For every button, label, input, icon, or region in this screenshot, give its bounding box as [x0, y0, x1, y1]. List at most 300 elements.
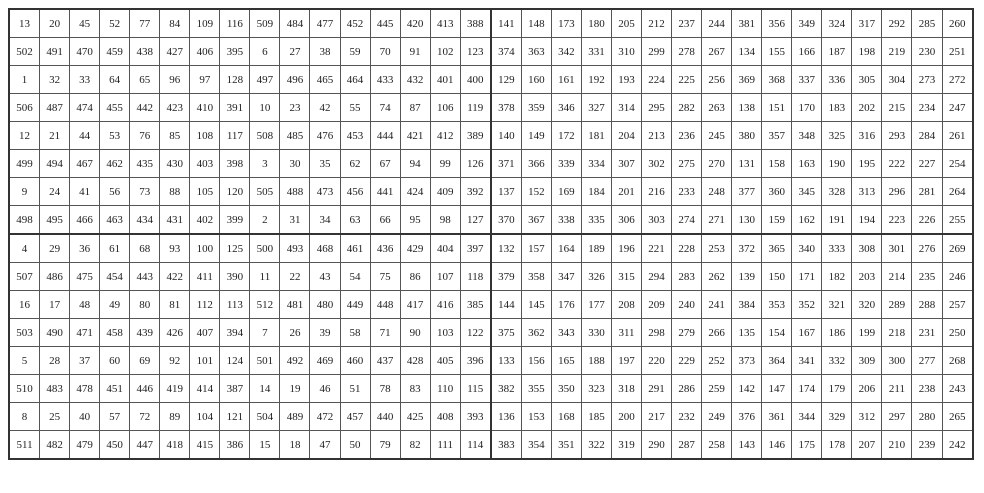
grid-cell: 44 — [70, 122, 100, 150]
grid-cell: 317 — [852, 9, 882, 38]
grid-cell: 410 — [190, 94, 220, 122]
grid-cell: 298 — [642, 319, 672, 347]
grid-cell: 233 — [672, 178, 702, 206]
grid-cell: 177 — [581, 291, 611, 319]
grid-cell: 217 — [642, 403, 672, 431]
grid-cell: 123 — [460, 38, 491, 66]
grid-cell: 71 — [370, 319, 400, 347]
grid-cell: 226 — [912, 206, 942, 235]
grid-cell: 155 — [762, 38, 792, 66]
grid-cell: 235 — [912, 263, 942, 291]
grid-cell: 87 — [400, 94, 430, 122]
grid-cell: 326 — [581, 263, 611, 291]
grid-cell: 17 — [40, 291, 70, 319]
grid-cell: 316 — [852, 122, 882, 150]
grid-cell: 102 — [430, 38, 460, 66]
grid-cell: 379 — [491, 263, 522, 291]
grid-cell: 68 — [130, 234, 160, 263]
grid-cell: 15 — [250, 431, 280, 460]
grid-cell: 237 — [672, 9, 702, 38]
grid-cell: 183 — [822, 94, 852, 122]
grid-cell: 360 — [762, 178, 792, 206]
grid-cell: 347 — [551, 263, 581, 291]
grid-cell: 486 — [40, 263, 70, 291]
grid-cell: 263 — [702, 94, 732, 122]
grid-cell: 24 — [40, 178, 70, 206]
grid-cell: 352 — [792, 291, 822, 319]
grid-cell: 338 — [551, 206, 581, 235]
grid-cell: 351 — [551, 431, 581, 460]
grid-cell: 483 — [40, 375, 70, 403]
grid-cell: 111 — [430, 431, 460, 460]
grid-cell: 456 — [340, 178, 370, 206]
grid-cell: 4 — [9, 234, 40, 263]
grid-cell: 193 — [611, 66, 641, 94]
grid-cell: 378 — [491, 94, 522, 122]
grid-cell: 304 — [882, 66, 912, 94]
grid-cell: 29 — [40, 234, 70, 263]
grid-cell: 395 — [220, 38, 250, 66]
grid-cell: 197 — [611, 347, 641, 375]
grid-cell: 81 — [160, 291, 190, 319]
grid-cell: 69 — [130, 347, 160, 375]
grid-cell: 121 — [220, 403, 250, 431]
grid-cell: 118 — [460, 263, 491, 291]
grid-cell: 403 — [190, 150, 220, 178]
grid-cell: 170 — [792, 94, 822, 122]
grid-cell: 108 — [190, 122, 220, 150]
grid-cell: 406 — [190, 38, 220, 66]
grid-cell: 365 — [762, 234, 792, 263]
grid-cell: 227 — [912, 150, 942, 178]
grid-cell: 489 — [280, 403, 310, 431]
grid-cell: 181 — [581, 122, 611, 150]
grid-cell: 377 — [732, 178, 762, 206]
grid-cell: 148 — [521, 9, 551, 38]
grid-cell: 348 — [792, 122, 822, 150]
grid-cell: 420 — [400, 9, 430, 38]
grid-cell: 125 — [220, 234, 250, 263]
grid-cell: 457 — [340, 403, 370, 431]
grid-cell: 266 — [702, 319, 732, 347]
grid-cell: 285 — [912, 9, 942, 38]
grid-cell: 409 — [430, 178, 460, 206]
grid-cell: 315 — [611, 263, 641, 291]
grid-cell: 430 — [160, 150, 190, 178]
grid-cell: 228 — [672, 234, 702, 263]
grid-cell: 301 — [882, 234, 912, 263]
grid-cell: 460 — [340, 347, 370, 375]
grid-cell: 442 — [130, 94, 160, 122]
grid-cell: 407 — [190, 319, 220, 347]
grid-cell: 47 — [310, 431, 340, 460]
grid-cell: 220 — [642, 347, 672, 375]
grid-cell: 336 — [822, 66, 852, 94]
grid-cell: 195 — [852, 150, 882, 178]
grid-cell: 281 — [912, 178, 942, 206]
grid-cell: 472 — [310, 403, 340, 431]
grid-cell: 401 — [430, 66, 460, 94]
grid-cell: 464 — [340, 66, 370, 94]
grid-cell: 164 — [551, 234, 581, 263]
grid-cell: 330 — [581, 319, 611, 347]
grid-cell: 446 — [130, 375, 160, 403]
grid-cell: 88 — [160, 178, 190, 206]
grid-cell: 107 — [430, 263, 460, 291]
grid-row — [9, 206, 973, 235]
grid-cell: 505 — [250, 178, 280, 206]
grid-cell: 204 — [611, 122, 641, 150]
grid-cell: 380 — [732, 122, 762, 150]
grid-cell: 173 — [551, 9, 581, 38]
grid-cell: 201 — [611, 178, 641, 206]
grid-row — [9, 38, 973, 66]
grid-cell: 42 — [310, 94, 340, 122]
grid-cell: 478 — [70, 375, 100, 403]
grid-cell: 385 — [460, 291, 491, 319]
grid-cell: 213 — [642, 122, 672, 150]
grid-cell: 130 — [732, 206, 762, 235]
grid-cell: 90 — [400, 319, 430, 347]
grid-cell: 481 — [280, 291, 310, 319]
grid-cell: 174 — [792, 375, 822, 403]
grid-cell: 310 — [611, 38, 641, 66]
grid-cell: 149 — [521, 122, 551, 150]
grid-cell: 345 — [792, 178, 822, 206]
grid-cell: 450 — [100, 431, 130, 460]
grid-cell: 412 — [430, 122, 460, 150]
grid-cell: 126 — [460, 150, 491, 178]
grid-cell: 189 — [581, 234, 611, 263]
grid-cell: 329 — [822, 403, 852, 431]
grid-cell: 144 — [491, 291, 522, 319]
grid-cell: 419 — [160, 375, 190, 403]
grid-cell: 288 — [912, 291, 942, 319]
grid-cell: 232 — [672, 403, 702, 431]
grid-cell: 421 — [400, 122, 430, 150]
grid-cell: 374 — [491, 38, 522, 66]
grid-cell: 219 — [882, 38, 912, 66]
grid-cell: 77 — [130, 9, 160, 38]
grid-cell: 61 — [100, 234, 130, 263]
grid-cell: 368 — [762, 66, 792, 94]
grid-cell: 259 — [702, 375, 732, 403]
grid-cell: 20 — [40, 9, 70, 38]
grid-cell: 312 — [852, 403, 882, 431]
grid-cell: 104 — [190, 403, 220, 431]
grid-cell: 294 — [642, 263, 672, 291]
grid-cell: 258 — [702, 431, 732, 460]
grid-cell: 488 — [280, 178, 310, 206]
grid-cell: 188 — [581, 347, 611, 375]
grid-cell: 19 — [280, 375, 310, 403]
grid-cell: 372 — [732, 234, 762, 263]
grid-cell: 463 — [100, 206, 130, 235]
grid-cell: 435 — [130, 150, 160, 178]
grid-cell: 491 — [40, 38, 70, 66]
grid-cell: 18 — [280, 431, 310, 460]
grid-cell: 185 — [581, 403, 611, 431]
grid-cell: 440 — [370, 403, 400, 431]
grid-cell: 1 — [9, 66, 40, 94]
grid-cell: 451 — [100, 375, 130, 403]
grid-cell: 75 — [370, 263, 400, 291]
grid-cell: 387 — [220, 375, 250, 403]
grid-cell: 389 — [460, 122, 491, 150]
grid-cell: 498 — [9, 206, 40, 235]
grid-cell: 357 — [762, 122, 792, 150]
grid-cell: 346 — [551, 94, 581, 122]
grid-cell: 511 — [9, 431, 40, 460]
grid-cell: 14 — [250, 375, 280, 403]
grid-cell: 417 — [400, 291, 430, 319]
grid-cell: 328 — [822, 178, 852, 206]
grid-cell: 287 — [672, 431, 702, 460]
grid-cell: 428 — [400, 347, 430, 375]
grid-cell: 238 — [912, 375, 942, 403]
grid-cell: 496 — [280, 66, 310, 94]
grid-cell: 168 — [551, 403, 581, 431]
grid-cell: 458 — [100, 319, 130, 347]
grid-cell: 462 — [100, 150, 130, 178]
grid-cell: 454 — [100, 263, 130, 291]
grid-cell: 89 — [160, 403, 190, 431]
grid-cell: 494 — [40, 150, 70, 178]
grid-cell: 172 — [551, 122, 581, 150]
grid-cell: 59 — [340, 38, 370, 66]
grid-row — [9, 431, 973, 460]
grid-cell: 296 — [882, 178, 912, 206]
grid-cell: 171 — [792, 263, 822, 291]
grid-cell: 425 — [400, 403, 430, 431]
grid-cell: 398 — [220, 150, 250, 178]
grid-cell: 512 — [250, 291, 280, 319]
grid-cell: 58 — [340, 319, 370, 347]
grid-cell: 166 — [792, 38, 822, 66]
grid-cell: 452 — [340, 9, 370, 38]
grid-cell: 485 — [280, 122, 310, 150]
grid-cell: 482 — [40, 431, 70, 460]
grid-cell: 502 — [9, 38, 40, 66]
grid-cell: 433 — [370, 66, 400, 94]
grid-cell: 142 — [732, 375, 762, 403]
grid-cell: 313 — [852, 178, 882, 206]
grid-cell: 52 — [100, 9, 130, 38]
grid-cell: 465 — [310, 66, 340, 94]
grid-cell: 165 — [551, 347, 581, 375]
grid-cell: 11 — [250, 263, 280, 291]
grid-cell: 211 — [882, 375, 912, 403]
grid-cell: 229 — [672, 347, 702, 375]
grid-cell: 150 — [762, 263, 792, 291]
grid-cell: 127 — [460, 206, 491, 235]
grid-cell: 320 — [852, 291, 882, 319]
grid-cell: 413 — [430, 9, 460, 38]
grid-cell: 339 — [551, 150, 581, 178]
grid-cell: 94 — [400, 150, 430, 178]
grid-cell: 9 — [9, 178, 40, 206]
grid-cell: 79 — [370, 431, 400, 460]
grid-cell: 132 — [491, 234, 522, 263]
grid-cell: 280 — [912, 403, 942, 431]
grid-cell: 138 — [732, 94, 762, 122]
grid-cell: 272 — [942, 66, 973, 94]
grid-cell: 332 — [822, 347, 852, 375]
grid-cell: 96 — [160, 66, 190, 94]
grid-cell: 206 — [852, 375, 882, 403]
grid-cell: 299 — [642, 38, 672, 66]
grid-cell: 140 — [491, 122, 522, 150]
grid-cell: 254 — [942, 150, 973, 178]
grid-row — [9, 66, 973, 94]
grid-cell: 264 — [942, 178, 973, 206]
grid-cell: 198 — [852, 38, 882, 66]
grid-cell: 340 — [792, 234, 822, 263]
grid-cell: 476 — [310, 122, 340, 150]
grid-cell: 270 — [702, 150, 732, 178]
grid-cell: 179 — [822, 375, 852, 403]
grid-cell: 222 — [882, 150, 912, 178]
grid-cell: 112 — [190, 291, 220, 319]
grid-cell: 200 — [611, 403, 641, 431]
grid-cell: 265 — [942, 403, 973, 431]
grid-cell: 57 — [100, 403, 130, 431]
grid-cell: 180 — [581, 9, 611, 38]
grid-row — [9, 94, 973, 122]
grid-row — [9, 319, 973, 347]
grid-cell: 205 — [611, 9, 641, 38]
grid-cell: 86 — [400, 263, 430, 291]
grid-cell: 278 — [672, 38, 702, 66]
grid-cell: 208 — [611, 291, 641, 319]
grid-cell: 215 — [882, 94, 912, 122]
grid-cell: 353 — [762, 291, 792, 319]
grid-cell: 158 — [762, 150, 792, 178]
grid-cell: 495 — [40, 206, 70, 235]
grid-cell: 63 — [340, 206, 370, 235]
grid-cell: 432 — [400, 66, 430, 94]
grid-cell: 400 — [460, 66, 491, 94]
grid-cell: 99 — [430, 150, 460, 178]
grid-cell: 423 — [160, 94, 190, 122]
grid-cell: 293 — [882, 122, 912, 150]
grid-cell: 308 — [852, 234, 882, 263]
grid-cell: 408 — [430, 403, 460, 431]
grid-cell: 49 — [100, 291, 130, 319]
grid-cell: 277 — [912, 347, 942, 375]
grid-cell: 461 — [340, 234, 370, 263]
grid-cell: 119 — [460, 94, 491, 122]
grid-cell: 106 — [430, 94, 460, 122]
grid-cell: 117 — [220, 122, 250, 150]
grid-cell: 484 — [280, 9, 310, 38]
grid-cell: 303 — [642, 206, 672, 235]
grid-cell: 160 — [521, 66, 551, 94]
grid-cell: 479 — [70, 431, 100, 460]
grid-cell: 214 — [882, 263, 912, 291]
grid-cell: 279 — [672, 319, 702, 347]
grid-cell: 381 — [732, 9, 762, 38]
grid-cell: 40 — [70, 403, 100, 431]
grid-cell: 290 — [642, 431, 672, 460]
grid-cell: 146 — [762, 431, 792, 460]
grid-cell: 404 — [430, 234, 460, 263]
grid-cell: 399 — [220, 206, 250, 235]
grid-cell: 244 — [702, 9, 732, 38]
grid-cell: 95 — [400, 206, 430, 235]
grid-cell: 128 — [220, 66, 250, 94]
grid-cell: 256 — [702, 66, 732, 94]
grid-cell: 427 — [160, 38, 190, 66]
grid-cell: 203 — [852, 263, 882, 291]
grid-cell: 199 — [852, 319, 882, 347]
grid-cell: 43 — [310, 263, 340, 291]
grid-cell: 411 — [190, 263, 220, 291]
grid-cell: 468 — [310, 234, 340, 263]
grid-cell: 236 — [672, 122, 702, 150]
grid-cell: 45 — [70, 9, 100, 38]
grid-cell: 499 — [9, 150, 40, 178]
grid-cell: 268 — [942, 347, 973, 375]
grid-cell: 54 — [340, 263, 370, 291]
grid-cell: 297 — [882, 403, 912, 431]
grid-cell: 196 — [611, 234, 641, 263]
grid-cell: 386 — [220, 431, 250, 460]
grid-cell: 82 — [400, 431, 430, 460]
grid-cell: 439 — [130, 319, 160, 347]
grid-cell: 471 — [70, 319, 100, 347]
grid-cell: 23 — [280, 94, 310, 122]
grid-cell: 375 — [491, 319, 522, 347]
grid-cell: 508 — [250, 122, 280, 150]
grid-cell: 91 — [400, 38, 430, 66]
grid-cell: 250 — [942, 319, 973, 347]
grid-cell: 383 — [491, 431, 522, 460]
grid-cell: 493 — [280, 234, 310, 263]
grid-cell: 67 — [370, 150, 400, 178]
grid-cell: 122 — [460, 319, 491, 347]
grid-cell: 184 — [581, 178, 611, 206]
grid-cell: 78 — [370, 375, 400, 403]
grid-cell: 246 — [942, 263, 973, 291]
grid-cell: 80 — [130, 291, 160, 319]
grid-cell: 248 — [702, 178, 732, 206]
grid-cell: 344 — [792, 403, 822, 431]
grid-cell: 38 — [310, 38, 340, 66]
grid-cell: 469 — [310, 347, 340, 375]
grid-cell: 154 — [762, 319, 792, 347]
grid-cell: 284 — [912, 122, 942, 150]
grid-cell: 10 — [250, 94, 280, 122]
grid-cell: 113 — [220, 291, 250, 319]
grid-cell: 397 — [460, 234, 491, 263]
grid-cell: 37 — [70, 347, 100, 375]
grid-cell: 62 — [340, 150, 370, 178]
grid-cell: 441 — [370, 178, 400, 206]
grid-cell: 92 — [160, 347, 190, 375]
grid-cell: 333 — [822, 234, 852, 263]
grid-cell: 186 — [822, 319, 852, 347]
grid-cell: 470 — [70, 38, 100, 66]
grid-cell: 135 — [732, 319, 762, 347]
grid-cell: 269 — [942, 234, 973, 263]
grid-cell: 429 — [400, 234, 430, 263]
grid-cell: 241 — [702, 291, 732, 319]
grid-cell: 101 — [190, 347, 220, 375]
grid-cell: 342 — [551, 38, 581, 66]
grid-cell: 182 — [822, 263, 852, 291]
grid-cell: 390 — [220, 263, 250, 291]
